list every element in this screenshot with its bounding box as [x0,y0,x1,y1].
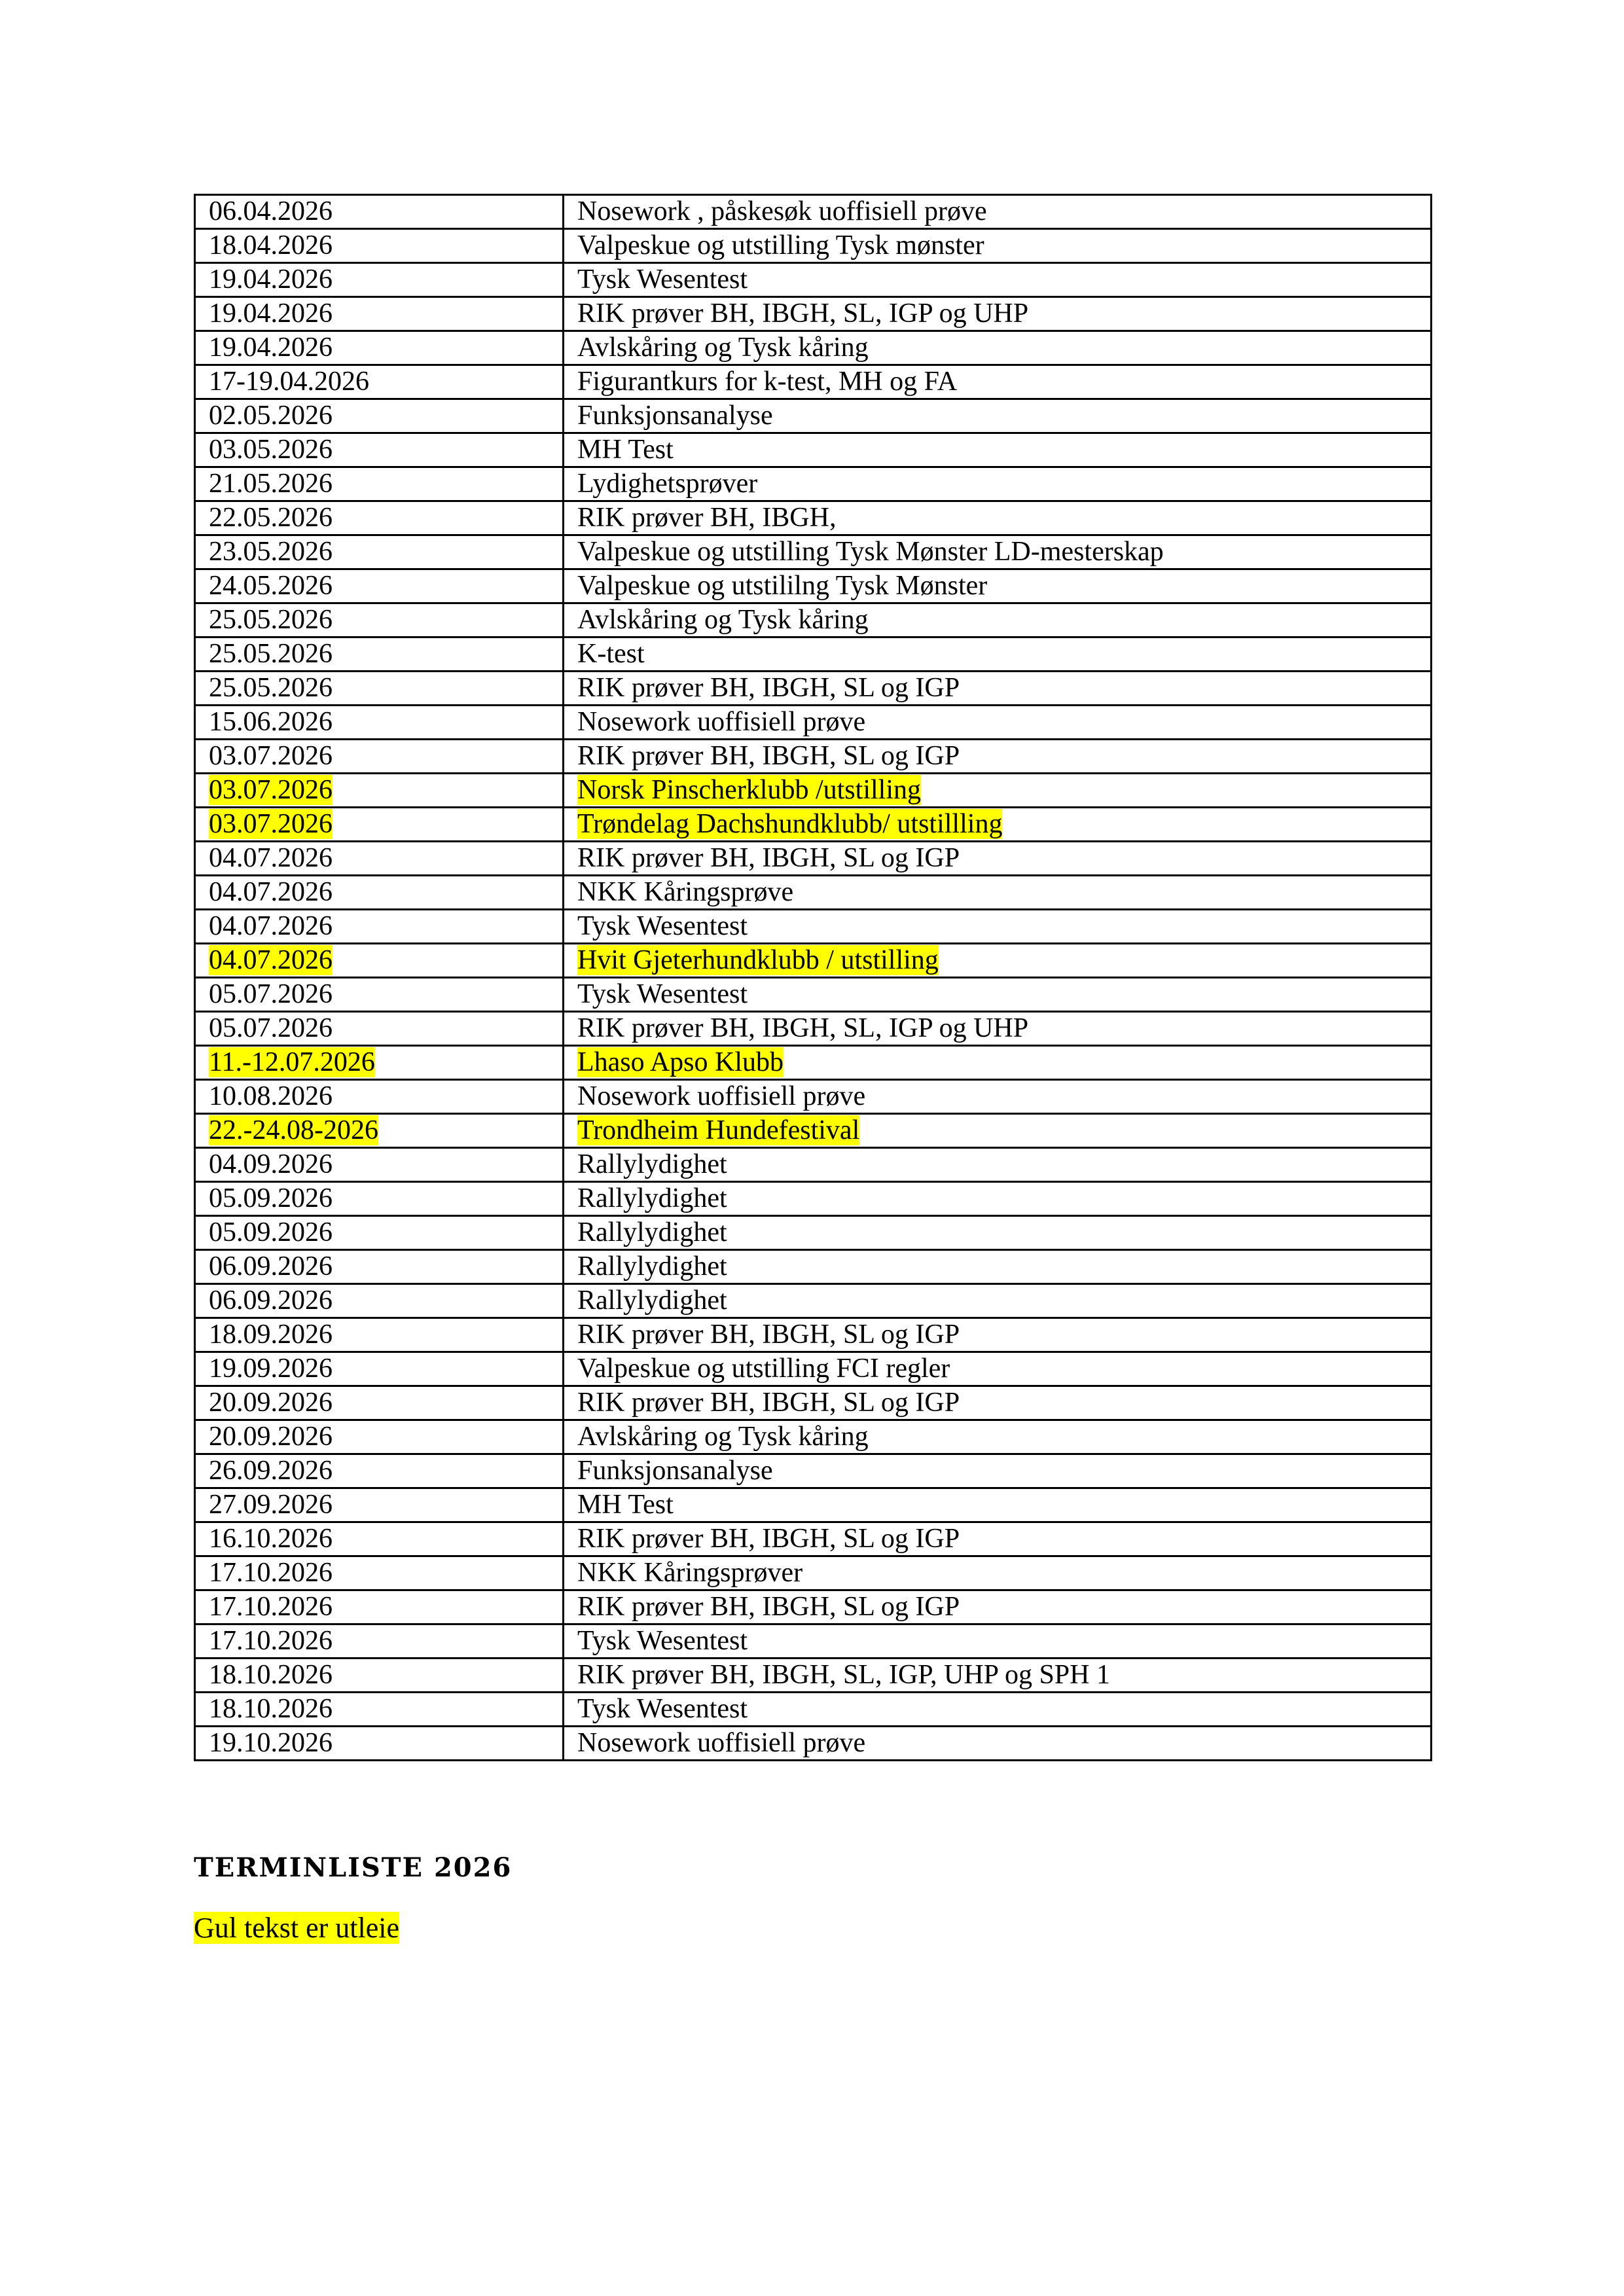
event-description: MH Test [577,1490,674,1520]
event-description: Funksjonsanalyse [577,401,773,431]
events-table [194,194,1432,1761]
event-date: 18.09.2026 [209,1319,333,1350]
event-description: Tysk Wesentest [577,979,748,1009]
event-date: 05.07.2026 [209,979,333,1009]
event-description: Tysk Wesentest [577,1694,748,1724]
date-cell [195,808,564,842]
table-row [195,467,1432,501]
event-cell [564,535,1432,569]
event-description: Avlskåring og Tysk kåring [577,1422,869,1452]
table-row [195,195,1432,229]
event-date: 04.07.2026 [209,911,333,941]
date-cell [195,1284,564,1318]
table-row [195,1114,1432,1148]
event-date: 25.05.2026 [209,673,333,703]
event-description: RIK prøver BH, IBGH, SL og IGP [577,741,960,771]
event-description: RIK prøver BH, IBGH, SL og IGP [577,1524,960,1554]
event-cell [564,944,1432,978]
event-cell [564,842,1432,876]
event-cell [564,331,1432,365]
event-cell [564,229,1432,263]
date-cell [195,1216,564,1250]
event-cell [564,910,1432,944]
table-row [195,842,1432,876]
date-cell [195,842,564,876]
event-cell [564,1012,1432,1046]
event-description: RIK prøver BH, IBGH, SL og IGP [577,1319,960,1350]
date-cell [195,1046,564,1080]
table-row [195,603,1432,637]
event-date: 17-19.04.2026 [209,367,369,397]
event-date: 19.09.2026 [209,1354,333,1384]
event-date: 05.09.2026 [209,1183,333,1213]
event-date: 15.06.2026 [209,707,333,737]
event-description: RIK prøver BH, IBGH, SL og IGP [577,1388,960,1418]
event-description: Rallylydighet [577,1149,727,1179]
event-description: Trøndelag Dachshundklubb/ utstillling [577,809,1003,839]
event-date: 25.05.2026 [209,639,333,669]
event-cell [564,1284,1432,1318]
event-description: Nosework uoffisiell prøve [577,1728,866,1758]
event-cell [564,433,1432,467]
table-row [195,501,1432,535]
date-cell [195,1080,564,1114]
date-cell [195,1318,564,1352]
event-date: 06.09.2026 [209,1251,333,1282]
event-description: Nosework uoffisiell prøve [577,707,866,737]
event-description: Norsk Pinscherklubb /utstilling [577,775,921,805]
event-description: Rallylydighet [577,1217,727,1247]
event-date: 05.07.2026 [209,1013,333,1043]
event-date: 03.05.2026 [209,435,333,465]
event-date: 04.07.2026 [209,877,333,907]
table-row [195,569,1432,603]
table-row [195,1216,1432,1250]
event-cell [564,365,1432,399]
event-description: NKK Kåringsprøver [577,1558,803,1588]
table-row [195,706,1432,740]
event-date: 17.10.2026 [209,1626,333,1656]
table-row [195,637,1432,672]
date-cell [195,229,564,263]
date-cell [195,1386,564,1420]
events-table-body [195,195,1432,1761]
event-date: 22.05.2026 [209,503,333,533]
table-row [195,1318,1432,1352]
table-row [195,1454,1432,1488]
event-date: 19.10.2026 [209,1728,333,1758]
event-cell [564,1727,1432,1761]
event-cell [564,740,1432,774]
event-cell [564,637,1432,672]
event-date: 05.09.2026 [209,1217,333,1247]
event-cell [564,1318,1432,1352]
date-cell [195,672,564,706]
table-row [195,978,1432,1012]
event-description: Tysk Wesentest [577,911,748,941]
date-cell [195,978,564,1012]
event-description: Valpeskue og utstilling Tysk Mønster LD-mesterskap [577,537,1164,567]
event-description: Avlskåring og Tysk kåring [577,605,869,635]
event-date: 10.08.2026 [209,1081,333,1111]
event-description: Valpeskue og utstilling FCI regler [577,1354,950,1384]
event-date: 23.05.2026 [209,537,333,567]
table-row [195,1080,1432,1114]
event-date: 22.-24.08-2026 [209,1115,378,1145]
table-row [195,1659,1432,1693]
event-description: RIK prøver BH, IBGH, [577,503,837,533]
event-description: RIK prøver BH, IBGH, SL, IGP, UHP og SPH 1 [577,1660,1110,1690]
table-row [195,1284,1432,1318]
table-row [195,1148,1432,1182]
event-cell [564,1182,1432,1216]
date-cell [195,1250,564,1284]
event-cell [564,603,1432,637]
event-date: 03.07.2026 [209,741,333,771]
event-cell [564,1590,1432,1624]
table-row [195,535,1432,569]
table-row [195,1693,1432,1727]
event-cell [564,1080,1432,1114]
date-cell [195,365,564,399]
event-description: NKK Kåringsprøve [577,877,794,907]
table-row [195,1046,1432,1080]
event-date: 18.10.2026 [209,1694,333,1724]
event-description: Hvit Gjeterhundklubb / utstilling [577,945,939,975]
event-date: 20.09.2026 [209,1388,333,1418]
event-date: 11.-12.07.2026 [209,1047,375,1077]
event-description: Tysk Wesentest [577,1626,748,1656]
event-description: Nosework , påskesøk uoffisiell prøve [577,196,987,226]
date-cell [195,1012,564,1046]
date-cell [195,1556,564,1590]
table-row [195,1624,1432,1659]
event-cell [564,399,1432,433]
date-cell [195,297,564,331]
event-description: Tysk Wesentest [577,264,748,295]
date-cell [195,1420,564,1454]
table-row [195,1556,1432,1590]
date-cell [195,501,564,535]
event-description: RIK prøver BH, IBGH, SL og IGP [577,673,960,703]
event-date: 03.07.2026 [209,809,333,839]
event-cell [564,1046,1432,1080]
table-row [195,1182,1432,1216]
table-row [195,331,1432,365]
event-date: 18.04.2026 [209,230,333,260]
table-row [195,1727,1432,1761]
event-description: Valpeskue og utstililng Tysk Mønster [577,571,988,601]
event-date: 06.09.2026 [209,1285,333,1316]
date-cell [195,1659,564,1693]
legend-note [194,1910,399,1946]
table-row [195,1522,1432,1556]
event-cell [564,978,1432,1012]
date-cell [195,535,564,569]
event-date: 27.09.2026 [209,1490,333,1520]
table-row [195,1012,1432,1046]
event-cell [564,1624,1432,1659]
event-description: RIK prøver BH, IBGH, SL og IGP [577,843,960,873]
table-row [195,263,1432,297]
table-row [195,229,1432,263]
date-cell [195,1590,564,1624]
event-cell [564,467,1432,501]
event-date: 04.07.2026 [209,843,333,873]
document-title-text: TERMINLISTE 2026 [194,1852,513,1883]
event-description: K-test [577,639,645,669]
event-description: Lhaso Apso Klubb [577,1047,784,1077]
date-cell [195,331,564,365]
table-row [195,1386,1432,1420]
event-description: Trondheim Hundefestival [577,1115,860,1145]
event-date: 03.07.2026 [209,775,333,805]
event-date: 21.05.2026 [209,469,333,499]
event-date: 16.10.2026 [209,1524,333,1554]
event-cell [564,706,1432,740]
event-description: Rallylydighet [577,1183,727,1213]
table-row [195,1250,1432,1284]
table-row [195,740,1432,774]
event-date: 17.10.2026 [209,1558,333,1588]
document-title [194,1851,512,1885]
date-cell [195,569,564,603]
date-cell [195,1148,564,1182]
table-row [195,399,1432,433]
event-description: RIK prøver BH, IBGH, SL, IGP og UHP [577,298,1029,329]
table-row [195,672,1432,706]
date-cell [195,1693,564,1727]
event-cell [564,1454,1432,1488]
event-cell [564,1488,1432,1522]
event-cell [564,1250,1432,1284]
date-cell [195,1454,564,1488]
date-cell [195,774,564,808]
event-date: 17.10.2026 [209,1592,333,1622]
event-description: Avlskåring og Tysk kåring [577,332,869,363]
event-description: MH Test [577,435,674,465]
date-cell [195,637,564,672]
event-cell [564,1522,1432,1556]
event-cell [564,569,1432,603]
table-row [195,1488,1432,1522]
date-cell [195,1727,564,1761]
date-cell [195,195,564,229]
event-cell [564,1352,1432,1386]
event-cell [564,501,1432,535]
table-row [195,365,1432,399]
date-cell [195,876,564,910]
event-date: 18.10.2026 [209,1660,333,1690]
date-cell [195,910,564,944]
date-cell [195,1488,564,1522]
date-cell [195,1522,564,1556]
table-row [195,944,1432,978]
date-cell [195,433,564,467]
event-cell [564,297,1432,331]
event-cell [564,1556,1432,1590]
table-row [195,1420,1432,1454]
date-cell [195,706,564,740]
event-date: 24.05.2026 [209,571,333,601]
event-cell [564,774,1432,808]
event-date: 26.09.2026 [209,1456,333,1486]
date-cell [195,399,564,433]
event-cell [564,1148,1432,1182]
event-description: Rallylydighet [577,1285,727,1316]
date-cell [195,944,564,978]
table-row [195,910,1432,944]
event-date: 20.09.2026 [209,1422,333,1452]
event-description: Figurantkurs for k-test, MH og FA [577,367,958,397]
table-row [195,808,1432,842]
event-cell [564,263,1432,297]
date-cell [195,740,564,774]
event-description: RIK prøver BH, IBGH, SL, IGP og UHP [577,1013,1029,1043]
table-row [195,1590,1432,1624]
date-cell [195,1352,564,1386]
event-date: 06.04.2026 [209,196,333,226]
event-date: 04.07.2026 [209,945,333,975]
table-row [195,433,1432,467]
event-date: 19.04.2026 [209,298,333,329]
event-cell [564,1659,1432,1693]
date-cell [195,263,564,297]
event-date: 19.04.2026 [209,332,333,363]
event-date: 02.05.2026 [209,401,333,431]
date-cell [195,603,564,637]
table-row [195,1352,1432,1386]
event-cell [564,195,1432,229]
event-cell [564,1386,1432,1420]
event-cell [564,1114,1432,1148]
event-cell [564,1693,1432,1727]
event-cell [564,672,1432,706]
event-date: 19.04.2026 [209,264,333,295]
event-description: Nosework uoffisiell prøve [577,1081,866,1111]
event-description: Lydighetsprøver [577,469,758,499]
date-cell [195,1182,564,1216]
event-date: 04.09.2026 [209,1149,333,1179]
date-cell [195,1624,564,1659]
event-description: Rallylydighet [577,1251,727,1282]
table-row [195,774,1432,808]
event-cell [564,876,1432,910]
date-cell [195,1114,564,1148]
event-description: Funksjonsanalyse [577,1456,773,1486]
legend-note-text: Gul tekst er utleie [194,1912,400,1944]
event-cell [564,808,1432,842]
date-cell [195,467,564,501]
table-row [195,876,1432,910]
event-cell [564,1216,1432,1250]
event-date: 25.05.2026 [209,605,333,635]
event-description: Valpeskue og utstilling Tysk mønster [577,230,984,260]
event-cell [564,1420,1432,1454]
table-row [195,297,1432,331]
event-description: RIK prøver BH, IBGH, SL og IGP [577,1592,960,1622]
